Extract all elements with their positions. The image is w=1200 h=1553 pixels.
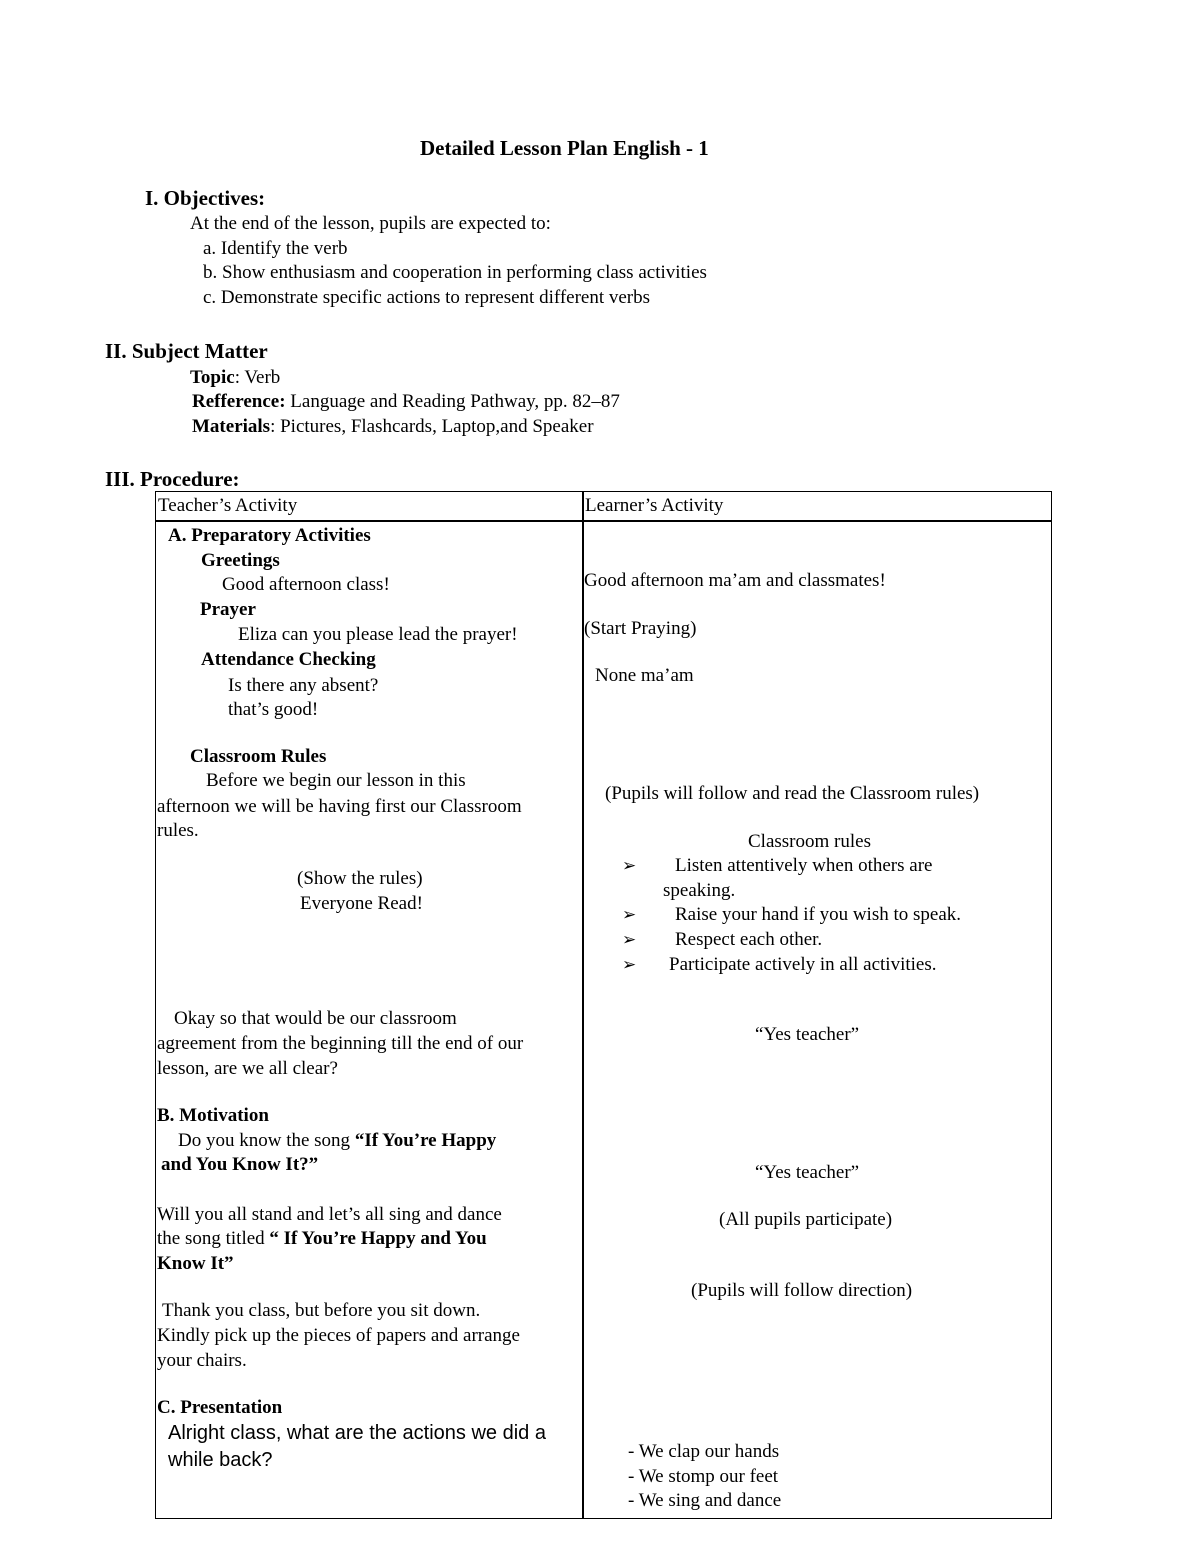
materials-line [192, 415, 594, 439]
attendance-question: Is there any absent? [228, 675, 379, 696]
action-item: - We stomp our feet [628, 1466, 779, 1487]
objectives-intro: At the end of the lesson, pupils are expected to: [190, 213, 551, 234]
action-item: - We sing and dance [628, 1490, 782, 1511]
thank-text-line: your chairs. [157, 1350, 247, 1371]
topic-line [190, 366, 280, 390]
arrow-bullet-icon: ➢ [622, 955, 637, 975]
objective-item: a. Identify the verb [203, 238, 348, 259]
follow-direction-response: (Pupils will follow direction) [691, 1280, 913, 1301]
procedure-heading: III. Procedure: [105, 467, 240, 491]
yes-teacher-response: “Yes teacher” [755, 1024, 860, 1045]
header-divider [155, 520, 1052, 522]
stand-text-plain: the song titled [157, 1228, 270, 1249]
rules-text-line: afternoon we will be having first our Classroom [157, 796, 522, 817]
greetings-text: Good afternoon class! [222, 574, 390, 595]
arrow-bullet-icon: ➢ [622, 905, 637, 925]
stand-text-line [157, 1227, 487, 1251]
everyone-read-text: Everyone Read! [300, 893, 423, 914]
rules-response: (Pupils will follow and read the Classroom rules) [605, 783, 980, 804]
prayer-heading: Prayer [200, 599, 256, 620]
agreement-text-line: Okay so that would be our classroom [174, 1008, 457, 1029]
song-title: “If You’re Happy [354, 1130, 497, 1151]
topic-label: Topic [190, 367, 235, 388]
presentation-heading: C. Presentation [157, 1397, 283, 1418]
prayer-text: Eliza can you please lead the prayer! [238, 624, 518, 645]
agreement-text-line: lesson, are we all clear? [157, 1058, 338, 1079]
objective-item: c. Demonstrate specific actions to represent different verbs [203, 287, 651, 308]
objectives-heading: I. Objectives: [145, 186, 266, 210]
rule-item: Participate actively in all activities. [669, 954, 937, 975]
thank-text-line: Kindly pick up the pieces of papers and arrange [157, 1325, 520, 1346]
rules-text-line: rules. [157, 820, 199, 841]
presentation-text-line: while back? [168, 1449, 273, 1471]
materials-label: Materials [192, 416, 271, 437]
thank-text-line: Thank you class, but before you sit down. [162, 1300, 481, 1321]
prayer-response: (Start Praying) [584, 618, 697, 639]
song-title: “ If You’re Happy and You [269, 1228, 487, 1249]
song-title-cont: Know It” [157, 1253, 234, 1274]
yes-teacher-response: “Yes teacher” [755, 1162, 860, 1183]
greeting-response: Good afternoon ma’am and classmates! [584, 570, 886, 591]
action-item: - We clap our hands [628, 1441, 780, 1462]
classroom-rules-heading: Classroom Rules [190, 746, 327, 767]
page-title: Detailed Lesson Plan English - 1 [420, 136, 709, 160]
presentation-text-line: Alright class, what are the actions we did a [168, 1422, 546, 1444]
topic-value: : Verb [234, 367, 281, 388]
attendance-response: None ma’am [595, 665, 694, 686]
song-title-cont: and You Know It?” [161, 1154, 319, 1175]
materials-value: : Pictures, Flashcards, Laptop,and Speaker [270, 416, 594, 437]
attendance-response: that’s good! [228, 699, 319, 720]
rules-text-line: Before we begin our lesson in this [206, 770, 466, 791]
rule-item: Listen attentively when others are [675, 855, 933, 876]
attendance-heading: Attendance Checking [201, 649, 376, 670]
learner-activity-header: Learner’s Activity [585, 495, 724, 516]
rule-item-cont: speaking. [663, 880, 736, 901]
arrow-bullet-icon: ➢ [622, 856, 637, 876]
teacher-activity-header: Teacher’s Activity [158, 495, 298, 516]
reference-line [192, 390, 620, 414]
show-rules-text: (Show the rules) [297, 868, 423, 889]
motivation-question [178, 1129, 496, 1153]
reference-label: Refference: [192, 391, 286, 412]
all-participate-response: (All pupils participate) [719, 1209, 893, 1230]
classroom-rules-title: Classroom rules [748, 831, 871, 852]
stand-text-line: Will you all stand and let’s all sing and dance [157, 1204, 502, 1225]
reference-value: Language and Reading Pathway, pp. 82–87 [285, 391, 620, 412]
rule-item: Raise your hand if you wish to speak. [675, 904, 962, 925]
agreement-text-line: agreement from the beginning till the end of our [157, 1033, 524, 1054]
motivation-heading: B. Motivation [157, 1105, 269, 1126]
motivation-question-plain: Do you know the song [178, 1130, 355, 1151]
column-divider [582, 491, 584, 1519]
arrow-bullet-icon: ➢ [622, 930, 637, 950]
preparatory-heading: A. Preparatory Activities [168, 525, 371, 546]
subject-matter-heading: II. Subject Matter [105, 339, 268, 363]
objective-item: b. Show enthusiasm and cooperation in performing class activities [203, 262, 707, 283]
rule-item: Respect each other. [675, 929, 823, 950]
greetings-heading: Greetings [201, 550, 280, 571]
